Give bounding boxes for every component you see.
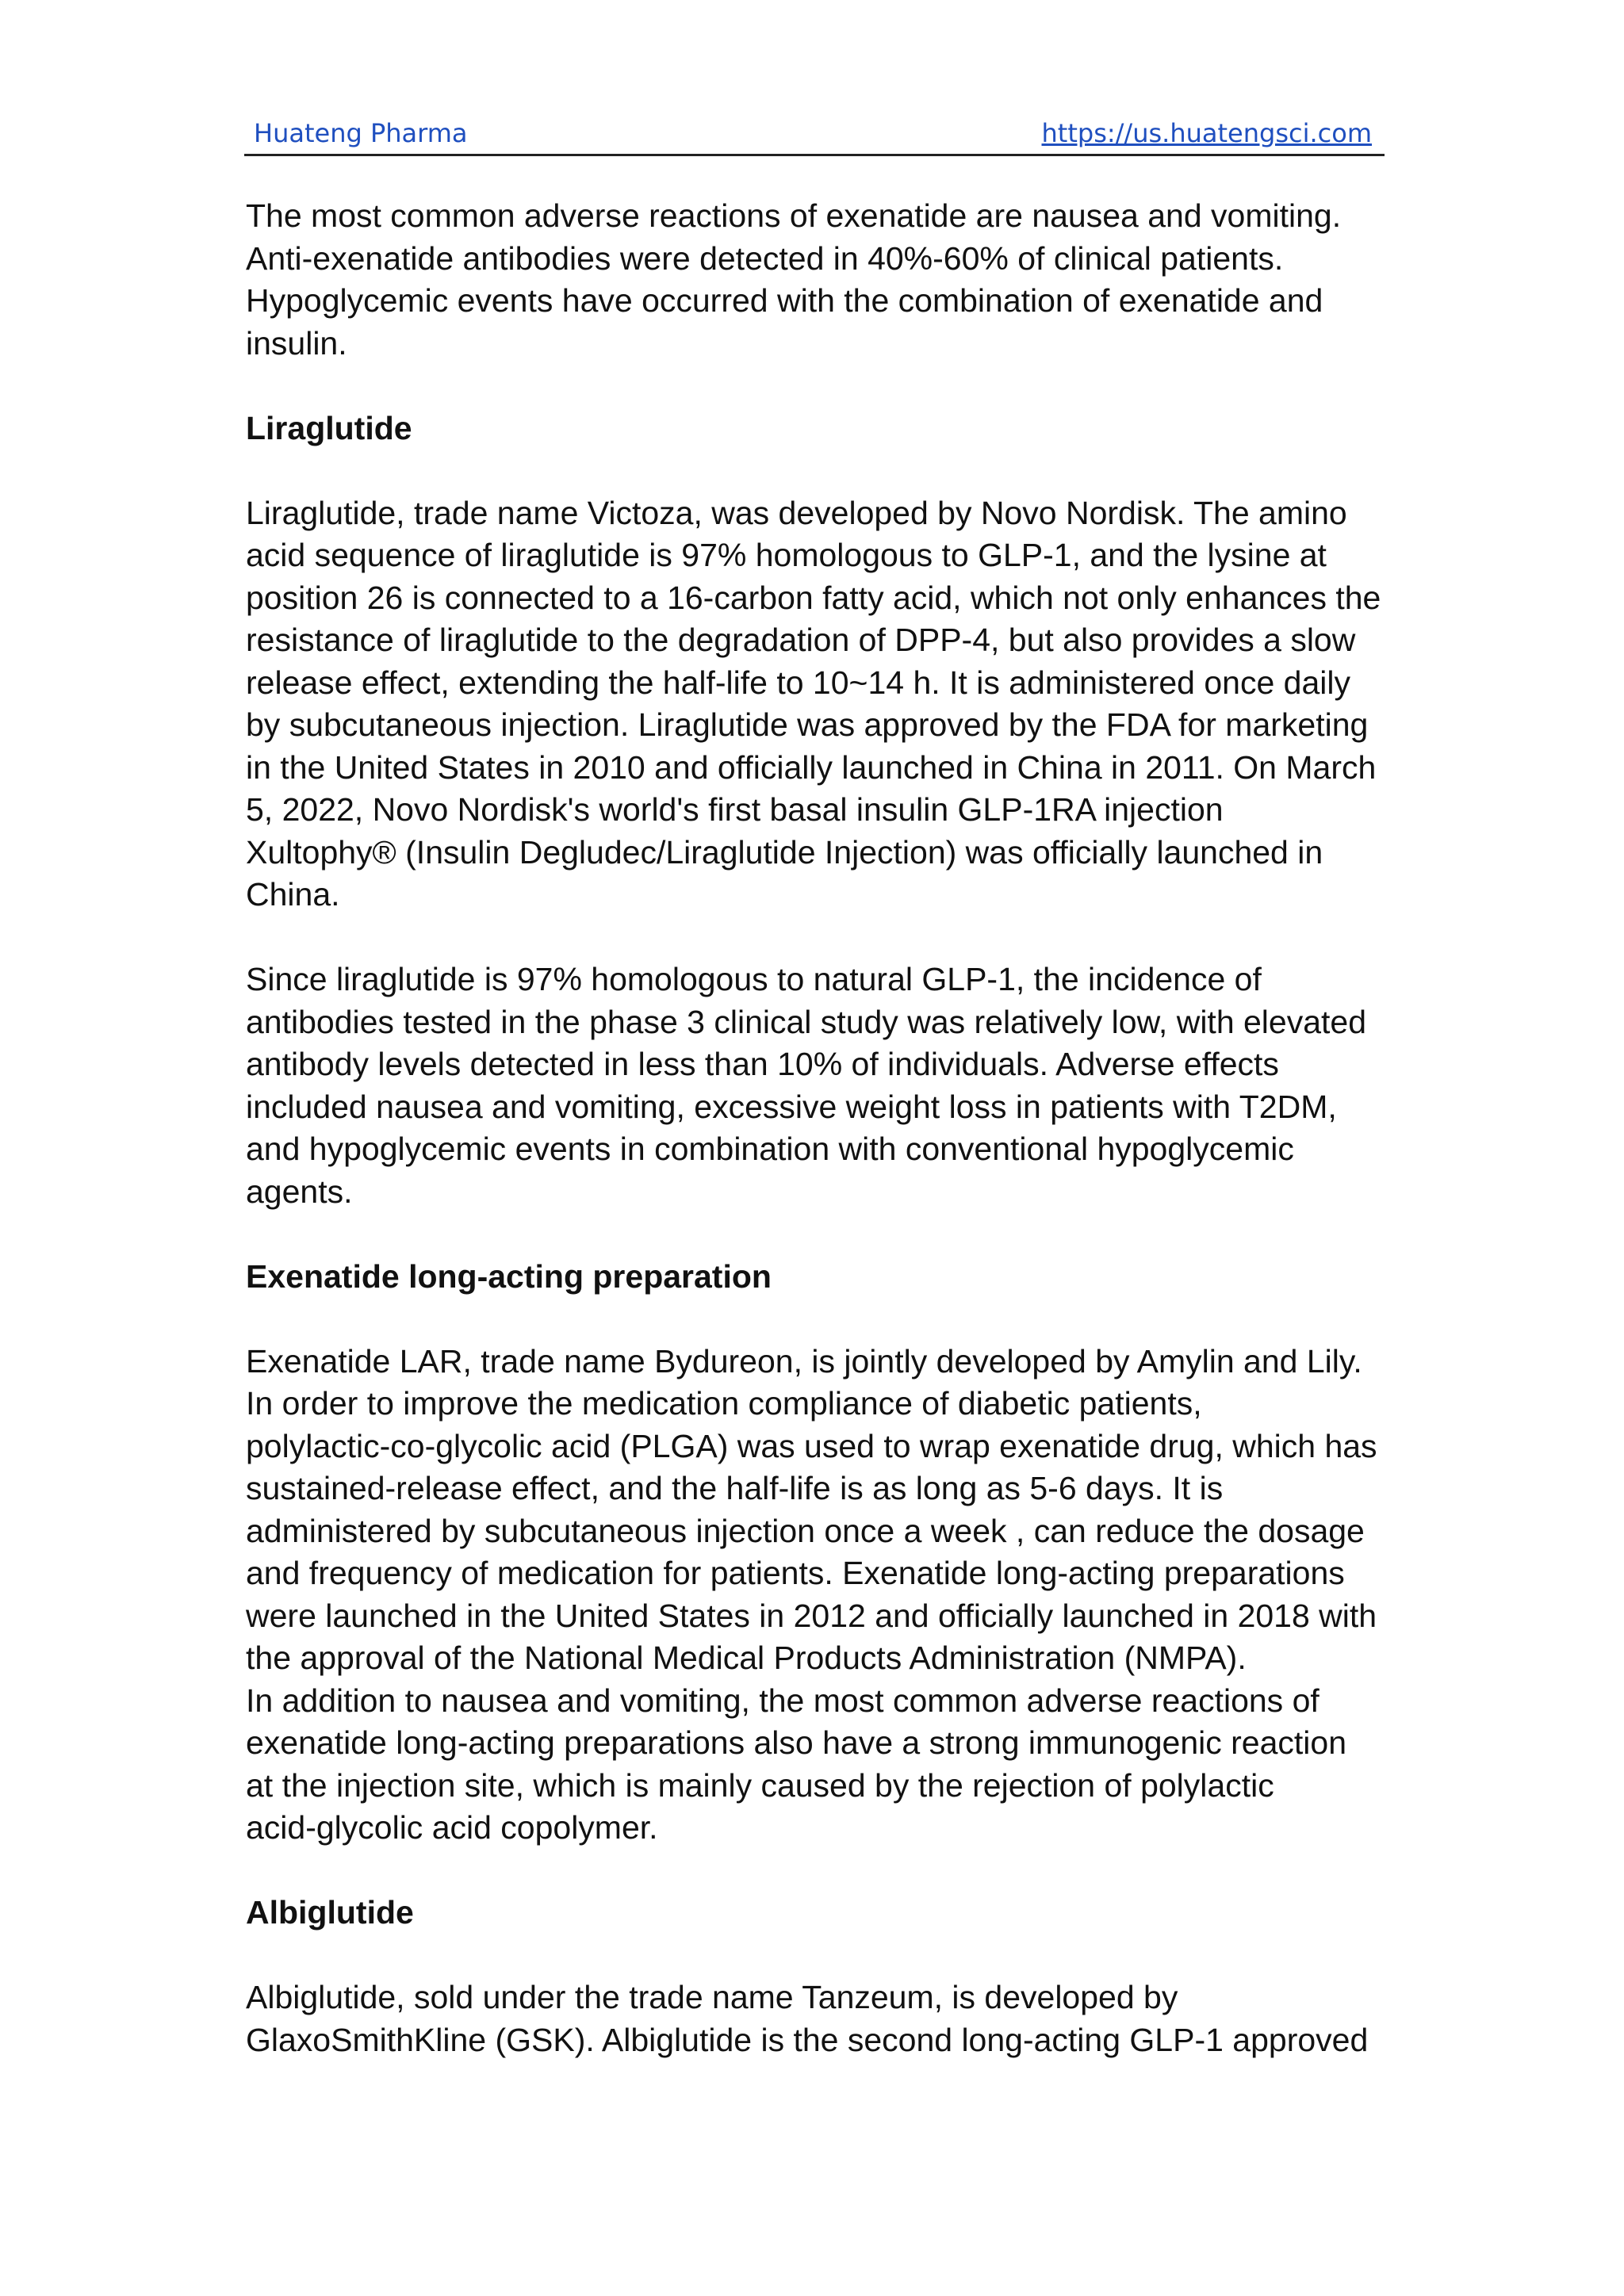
paragraph-liraglutide-intro [246,492,1388,916]
text-line: included nausea and vomiting, excessive weight loss in patients with T2DM, [246,1088,1337,1125]
text-line: In order to improve the medication compliance of diabetic patients, [246,1385,1202,1422]
text-line: agents. [246,1173,353,1210]
text-line: insulin. [246,324,347,362]
text-line: acid-glycolic acid copolymer. [246,1809,658,1846]
heading-liraglutide: Liraglutide [246,409,412,446]
text-line: at the injection site, which is mainly caused by the rejection of polylactic [246,1766,1274,1804]
heading-albiglutide: Albiglutide [246,1894,414,1931]
text-line: the approval of the National Medical Products Administration (NMPA). [246,1640,1247,1676]
text-line: and hypoglycemic events in combination with conventional hypoglycemic [246,1131,1294,1167]
paragraph-exenatide-adverse [246,195,1388,365]
paragraph-exenatide-lar-adverse [246,1680,1388,1850]
company-name: Huateng Pharma [254,118,468,148]
text-line: in the United States in 2010 and officially launched in China in 2011. On March [246,748,1377,786]
text-line: resistance of liraglutide to the degradation of DPP-4, but also provides a slow [246,622,1356,658]
text-line: Anti-exenatide antibodies were detected in 40%-60% of clinical patients. [246,239,1284,277]
text-line: Xultophy® (Insulin Degludec/Liraglutide Injection) was officially launched in [246,833,1323,871]
text-line: Hypoglycemic events have occurred with the combination of exenatide and [246,282,1323,319]
text-line: The most common adverse reactions of exenatide are nausea and vomiting. [246,197,1342,234]
text-line: Liraglutide, trade name Victoza, was developed by Novo Nordisk. The amino [246,494,1347,531]
text-line: acid sequence of liraglutide is 97% homologous to GLP-1, and the lysine at [246,537,1327,573]
website-link[interactable]: https://us.huatengsci.com [1041,118,1372,148]
text-line: exenatide long-acting preparations also have a strong immunogenic reaction [246,1724,1347,1761]
text-line: Since liraglutide is 97% homologous to natural GLP-1, the incidence of [246,961,1262,997]
text-line: 5, 2022, Novo Nordisk's world's first basal insulin GLP-1RA injection [246,791,1224,828]
text-line: sustained-release effect, and the half-life is as long as 5-6 days. It is [246,1470,1224,1506]
text-line: antibody levels detected in less than 10% of individuals. Adverse effects [246,1046,1279,1082]
text-line: by subcutaneous injection. Liraglutide was approved by the FDA for marketing [246,706,1369,743]
text-line: administered by subcutaneous injection once a week , can reduce the dosage [246,1512,1365,1549]
text-line: China. [246,876,340,913]
text-line: release effect, extending the half-life to 10~14 h. It is administered once daily [246,664,1350,701]
text-line: were launched in the United States in 2012 and officially launched in 2018 with [246,1597,1377,1634]
paragraph-exenatide-lar-intro [246,1341,1388,1680]
document-body [246,195,1388,2104]
text-line: GlaxoSmithKline (GSK). Albiglutide is the second long-acting GLP-1 approved [246,2021,1369,2058]
text-line: antibodies tested in the phase 3 clinical study was relatively low, with elevated [246,1003,1367,1040]
text-line: Exenatide LAR, trade name Bydureon, is jointly developed by Amylin and Lily. [246,1342,1362,1380]
paragraph-liraglutide-adverse [246,959,1388,1213]
text-line: In addition to nausea and vomiting, the most common adverse reactions of [246,1682,1320,1719]
text-line: and frequency of medication for patients. Exenatide long-acting preparations [246,1555,1345,1591]
text-line: Albiglutide, sold under the trade name Tanzeum, is developed by [246,1979,1178,2015]
heading-exenatide-lar: Exenatide long-acting preparation [246,1257,772,1295]
text-line: position 26 is connected to a 16-carbon fatty acid, which not only enhances the [246,579,1381,616]
paragraph-albiglutide-intro [246,1976,1388,2061]
text-line: polylactic-co-glycolic acid (PLGA) was used to wrap exenatide drug, which has [246,1427,1377,1464]
page-header [244,116,1385,156]
